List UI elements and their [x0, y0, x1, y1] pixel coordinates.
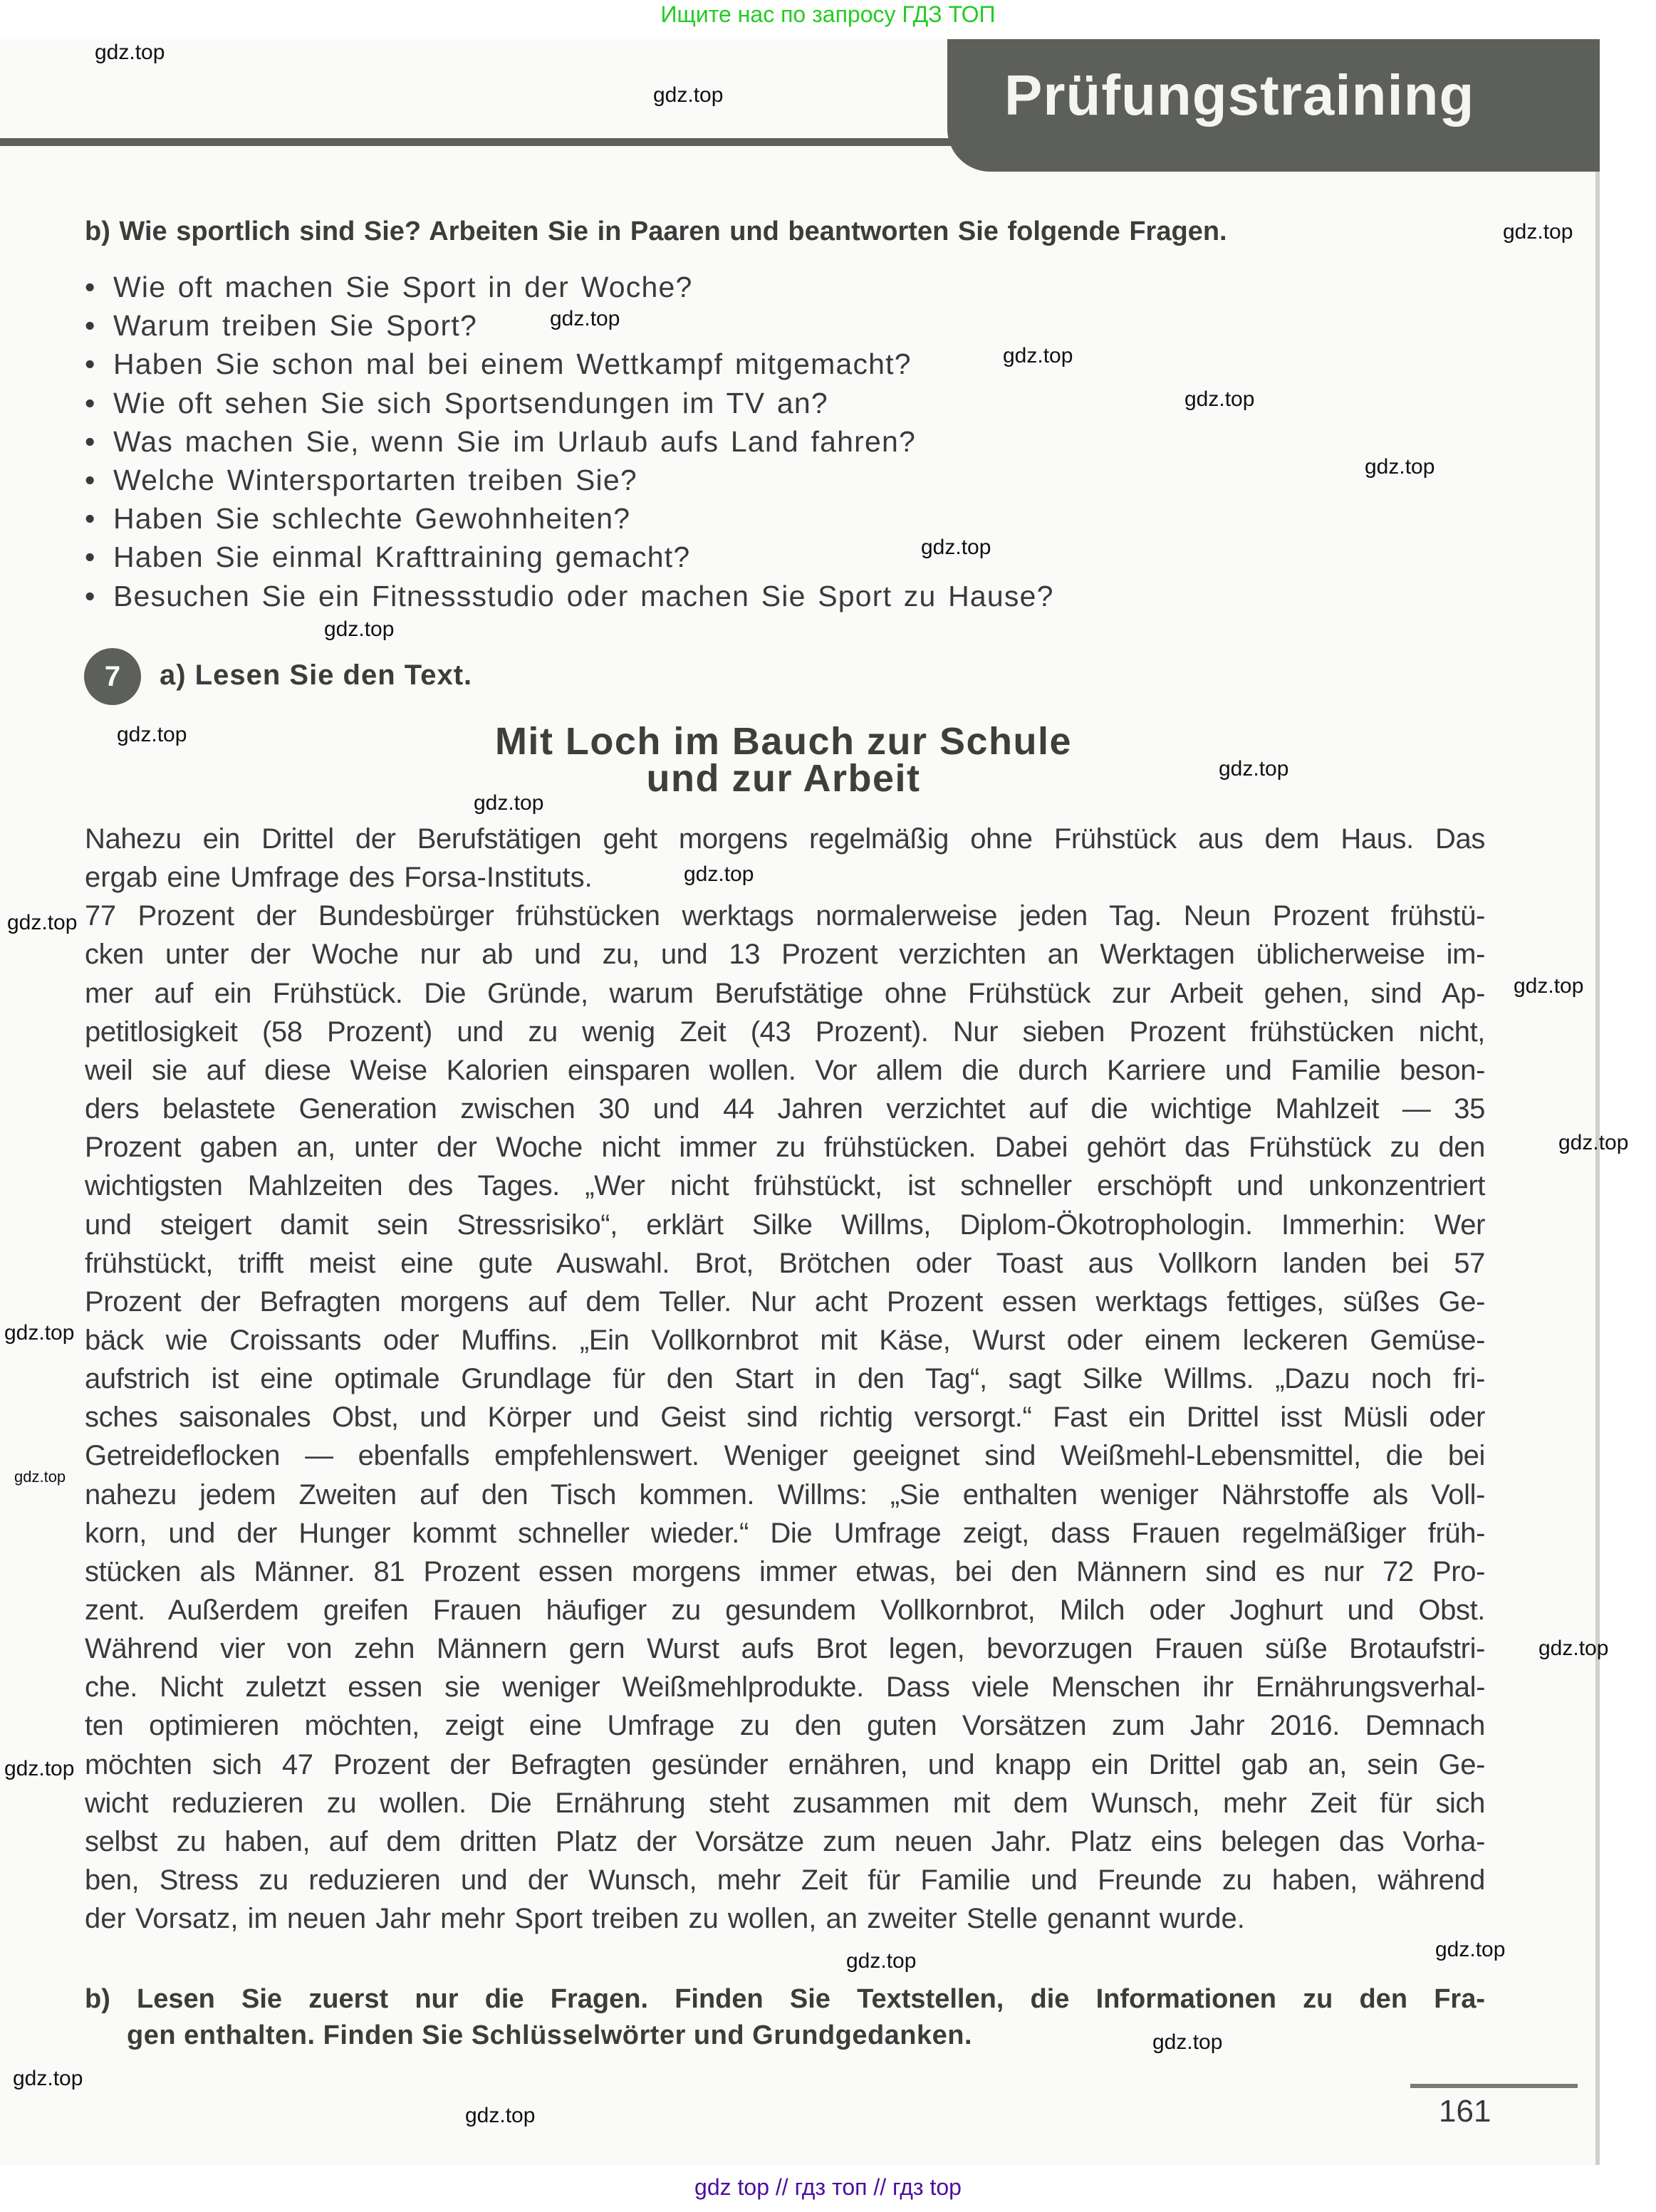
- watermark-text: gdz.top: [1152, 2030, 1223, 2054]
- page-edge: [1595, 39, 1600, 2165]
- article-line: Während vier von zehn Männern gern Wurst aufs Brot legen, bevorzugen Frauen süße Brotaufstri-: [85, 1633, 1485, 1665]
- question-text: Wie oft machen Sie Sport in der Woche?: [113, 271, 693, 303]
- watermark-text: gdz.top: [1503, 220, 1573, 244]
- question-item: [85, 464, 637, 502]
- watermark-text: gdz.top: [4, 1757, 75, 1780]
- question-text: Welche Wintersportarten treiben Sie?: [113, 464, 637, 496]
- article-line: ergab eine Umfrage des Forsa-Instituts.: [85, 862, 593, 894]
- article-line: Prozent gaben an, unter der Woche nicht immer zu frühstücken. Dabei gehört das Frühstück zu den: [85, 1132, 1485, 1164]
- bullet-icon: •: [85, 579, 96, 612]
- question-item: [85, 387, 828, 425]
- article-line: ben, Stress zu reduzieren und der Wunsch, mehr Zeit für Familie und Freunde zu haben, während: [85, 1864, 1485, 1897]
- question-item: [85, 348, 912, 386]
- watermark-text: gdz.top: [1365, 455, 1435, 479]
- article-line: frühstückt, trifft meist eine gute Auswahl. Brot, Brötchen oder Toast aus Vollkorn landen bei 57: [85, 1247, 1485, 1279]
- watermark-text: gdz.top: [1514, 974, 1584, 998]
- article-line: 77 Prozent der Bundesbürger frühstücken werktags normalerweise jeden Tag. Neun Prozent frühstü-: [85, 900, 1485, 932]
- watermark-text: gdz.top: [684, 862, 754, 886]
- question-text: Besuchen Sie ein Fitnessstudio oder machen Sie Sport zu Hause?: [113, 579, 1054, 612]
- bullet-icon: •: [85, 386, 96, 419]
- article-line: cken unter der Woche nur ab und zu, und 13 Prozent verzichten an Werktagen üblicherweise im-: [85, 939, 1485, 971]
- watermark-text: gdz.top: [1219, 757, 1289, 781]
- watermark-text: gdz.top: [846, 1949, 917, 1973]
- article-line: Getreideflocken — ebenfalls empfehlenswert. Weniger geeignet sind Weißmehl-Lebensmittel, die bei: [85, 1440, 1485, 1472]
- watermark-text: gdz.top: [1538, 1637, 1609, 1660]
- article-line: zent. Außerdem greifen Frauen häufiger zu gesundem Vollkornbrot, Milch oder Joghurt und Obst.: [85, 1595, 1485, 1626]
- watermark-text: gdz.top: [550, 307, 620, 330]
- article-line: bäck wie Croissants oder Muffins. „Ein Vollkornbrot mit Käse, Wurst oder einem leckeren Gemüse-: [85, 1324, 1485, 1356]
- bullet-icon: •: [85, 502, 96, 536]
- question-text: Was machen Sie, wenn Sie im Urlaub aufs Land fahren?: [113, 424, 916, 458]
- watermark-text: gdz.top: [95, 41, 165, 64]
- watermark-text: gdz.top: [474, 791, 544, 815]
- page-number-rule: [1410, 2084, 1578, 2088]
- watermark-text: gdz.top: [4, 1321, 75, 1345]
- article-line: der Vorsatz, im neuen Jahr mehr Sport treiben zu wollen, an zweiter Stelle genannt wurde.: [85, 1903, 1245, 1935]
- task-b-instruction: [85, 1981, 1485, 2054]
- question-text: Haben Sie einmal Krafttraining gemacht?: [113, 541, 691, 574]
- bullet-icon: •: [85, 424, 96, 458]
- watermark-text: gdz.top: [1435, 1938, 1506, 1961]
- article-line: ders belastete Generation zwischen 30 und 44 Jahren verzichtet auf die wichtige Mahlzeit — 35: [85, 1093, 1485, 1125]
- article-line: stücken als Männer. 81 Prozent essen morgens immer etwas, bei den Männern sind es nur 72 Pro-: [85, 1555, 1485, 1587]
- top-ad-banner[interactable]: Ищите нас по запросу ГДЗ ТОП: [660, 1, 996, 27]
- bullet-icon: •: [85, 541, 96, 574]
- article-line: mer auf ein Frühstück. Die Gründe, warum Berufstätige ohne Frühstück zur Arbeit gehen, sind Ap-: [85, 977, 1485, 1009]
- watermark-text: gdz.top: [7, 911, 78, 934]
- watermark-text: gdz.top: [921, 536, 991, 559]
- article-line: Prozent der Befragten morgens auf dem Teller. Nur acht Prozent essen werktags fettiges, süßes Ge-: [85, 1285, 1485, 1318]
- task-b-line-2: gen enthalten. Finden Sie Schlüsselwörter und Grundgedanken.: [127, 2020, 973, 2050]
- article-line: aufstrich ist eine optimale Grundlage für den Start in den Tag“, sagt Silke Willms. „Dazu noch fri-: [85, 1363, 1485, 1395]
- bullet-icon: •: [85, 271, 96, 303]
- bullet-icon: •: [85, 309, 96, 343]
- watermark-text: gdz.top: [117, 723, 187, 746]
- question-item: [85, 271, 692, 309]
- watermark-text: gdz.top: [13, 2067, 83, 2090]
- article-line: che. Nicht zuletzt essen sie weniger Weißmehlprodukte. Dass viele Menschen ihr Ernährungsverhal-: [85, 1671, 1485, 1704]
- watermark-text: gdz.top: [653, 83, 724, 107]
- article-line: und steigert damit sein Stressrisiko“, erklärt Silke Willms, Diplom-Ökotrophologin. Immerhin: Wer: [85, 1209, 1485, 1241]
- task-b-line-1: b) Lesen Sie zuerst nur die Fragen. Finden Sie Textstellen, die Informationen zu den Fra-: [85, 1984, 1485, 2014]
- sport-task-instruction: b) Wie sportlich sind Sie? Arbeiten Sie in Paaren und beantworten Sie folgende Fragen.: [85, 216, 1227, 246]
- watermark-text: gdz.top: [14, 1468, 66, 1486]
- question-text: Warum treiben Sie Sport?: [113, 309, 477, 343]
- question-text: Haben Sie schon mal bei einem Wettkampf mitgemacht?: [113, 348, 912, 381]
- question-item: [85, 425, 916, 464]
- watermark-text: gdz.top: [1558, 1131, 1629, 1154]
- exercise-number-badge: 7: [84, 648, 141, 705]
- article-line: sches saisonales Obst, und Körper und Geist sind richtig versorgt.“ Fast ein Drittel isst Müsli oder: [85, 1402, 1485, 1434]
- header-rule: [0, 138, 969, 146]
- article-line: nahezu jedem Zweiten auf den Tisch kommen. Willms: „Sie enthalten weniger Nährstoffe als Voll-: [85, 1478, 1485, 1511]
- article-line: selbst zu haben, auf dem dritten Platz der Vorsätze zum neuen Jahr. Platz eins belegen das Vorha-: [85, 1825, 1485, 1857]
- question-item: [85, 541, 690, 579]
- bullet-icon: •: [85, 348, 96, 381]
- article-line: möchten sich 47 Prozent der Befragten gesünder ernähren, und knapp ein Drittel gab an, sein Ge-: [85, 1748, 1485, 1780]
- bottom-ad-links[interactable]: gdz top // гдз топ // гдз top: [694, 2174, 962, 2200]
- article-title-line-2: und zur Arbeit: [646, 757, 921, 800]
- article-title: [356, 720, 1211, 800]
- watermark-text: gdz.top: [324, 617, 395, 641]
- article-line: petitlosigkeit (58 Prozent) und zu wenig Zeit (43 Prozent). Nur sieben Prozent frühstücken nicht,: [85, 1016, 1485, 1048]
- article-line: korn, und der Hunger kommt schneller wieder.“ Die Umfrage zeigt, dass Frauen regelmäßiger früh-: [85, 1517, 1485, 1549]
- bullet-icon: •: [85, 464, 96, 496]
- article-line: wicht reduzieren zu wollen. Die Ernährung steht zusammen mit dem Wunsch, mehr Zeit für sich: [85, 1787, 1485, 1819]
- watermark-text: gdz.top: [1184, 387, 1255, 411]
- question-text: Wie oft sehen Sie sich Sportsendungen im TV an?: [113, 386, 828, 419]
- article-line: weil sie auf diese Weise Kalorien einsparen wollen. Vor allem die durch Karriere und Familie beson-: [85, 1054, 1485, 1086]
- article-line: ten optimieren möchten, zeigt eine Umfrage zu den guten Vorsätzen zum Jahr 2016. Demnach: [85, 1710, 1485, 1742]
- watermark-text: gdz.top: [1003, 344, 1073, 367]
- article-title-line-1: Mit Loch im Bauch zur Schule: [494, 720, 1073, 763]
- question-item: [85, 580, 1054, 618]
- article-line: wichtigsten Mahlzeiten des Tages. „Wer nicht frühstückt, ist schneller erschöpft und unkonzentriert: [85, 1170, 1485, 1202]
- section-title: Prüfungstraining: [1004, 63, 1475, 127]
- task-a-instruction: a) Lesen Sie den Text.: [160, 659, 473, 691]
- question-text: Haben Sie schlechte Gewohnheiten?: [113, 502, 631, 536]
- question-item: [85, 502, 630, 541]
- question-item: [85, 309, 477, 348]
- article-line: Nahezu ein Drittel der Berufstätigen geht morgens regelmäßig ohne Frühstück aus dem Haus. Das: [85, 823, 1485, 855]
- page-number: 161: [1439, 2094, 1491, 2129]
- watermark-text: gdz.top: [465, 2104, 536, 2127]
